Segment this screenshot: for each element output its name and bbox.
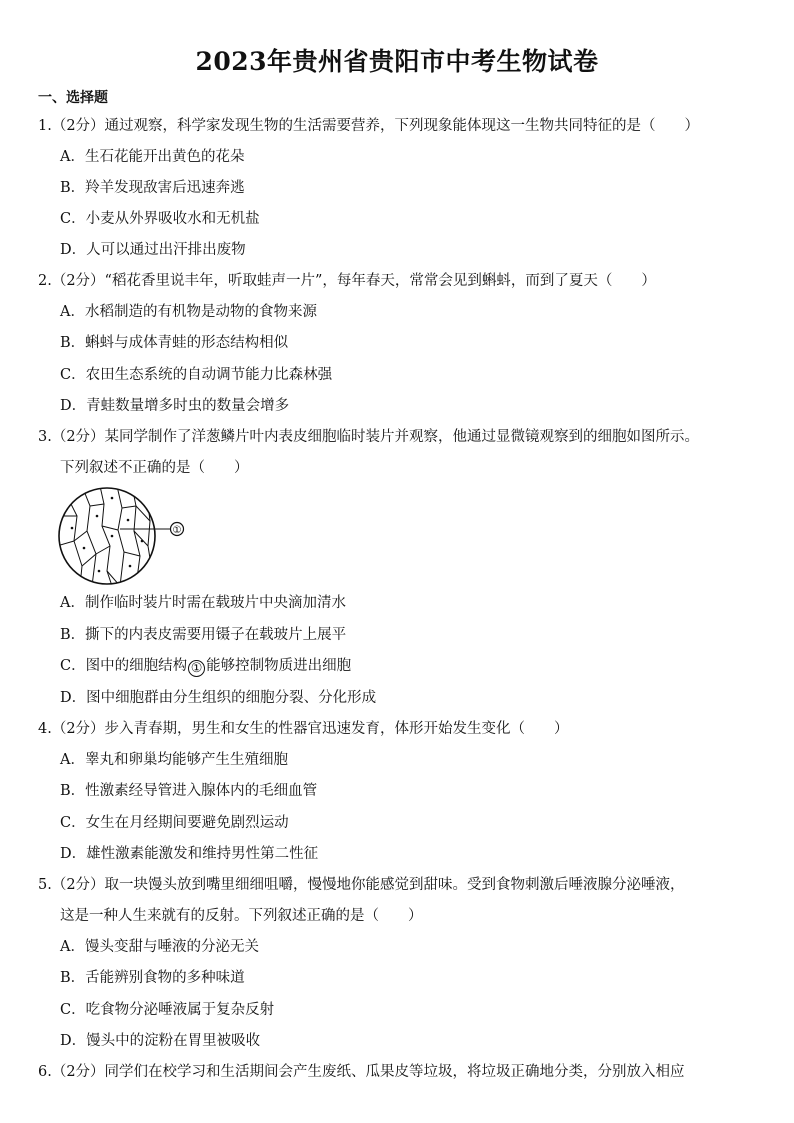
question-1-option-d: D．人可以通过出汗排出废物 <box>60 242 246 258</box>
question-3-option-b: B．撕下的内表皮需要用镊子在载玻片上展平 <box>60 627 347 643</box>
question-3-option-a: A．制作临时装片时需在载玻片中央滴加清水 <box>60 595 346 611</box>
question-3-option-c <box>60 656 351 677</box>
question-5-stem: 5.（2分）取一块馒头放到嘴里细细咀嚼，慢慢地你能感觉到甜味。受到食物刺激后唾液腺分泌唾液， <box>38 877 685 893</box>
question-5-option-b: B．舌能辨别食物的多种味道 <box>60 970 245 986</box>
page-title: 2023年贵州省贵阳市中考生物试卷 <box>195 47 599 76</box>
structure-marker: ① <box>188 660 205 677</box>
question-4-option-c: C．女生在月经期间要避免剧烈运动 <box>60 815 289 831</box>
question-1-option-a: A．生石花能开出黄色的花朵 <box>60 149 245 165</box>
question-2-option-b: B．蝌蚪与成体青蛙的形态结构相似 <box>60 335 289 351</box>
question-1-stem: 1.（2分）通过观察，科学家发现生物的生活需要营养，下列现象能体现这一生物共同特征的是（ ） <box>38 118 700 134</box>
question-5-option-d: D．馒头中的淀粉在胃里被吸收 <box>60 1033 261 1049</box>
question-2-stem: 2.（2分）“稻花香里说丰年，听取蛙声一片”，每年春天，常常会见到蝌蚪，而到了夏天（ ） <box>38 273 656 289</box>
question-5-stem-continued: 这是一种人生来就有的反射。下列叙述正确的是（ ） <box>60 908 423 924</box>
question-3-stem: 3.（2分）某同学制作了洋葱鳞片叶内表皮细胞临时装片并观察，他通过显微镜观察到的细胞如图所示。 <box>38 429 700 445</box>
section-heading: 一、选择题 <box>38 90 108 106</box>
option-c-tail: 能够控制物质进出细胞 <box>206 658 352 674</box>
figure-label: ① <box>172 525 182 536</box>
question-2-option-d: D．青蛙数量增多时虫的数量会增多 <box>60 398 290 414</box>
question-1-option-c: C．小麦从外界吸收水和无机盐 <box>60 211 260 227</box>
question-4-option-d: D．雄性激素能激发和维持男性第二性征 <box>60 846 319 862</box>
question-2-option-a: A．水稻制造的有机物是动物的食物来源 <box>60 304 317 320</box>
question-4-stem: 4.（2分）步入青春期，男生和女生的性器官迅速发育，体形开始发生变化（ ） <box>38 721 569 737</box>
onion-cell-micrograph-figure <box>52 486 202 586</box>
option-c-text: C．图中的细胞结构 <box>60 658 188 674</box>
question-5-option-c: C．吃食物分泌唾液属于复杂反射 <box>60 1002 275 1018</box>
question-2-option-c: C．农田生态系统的自动调节能力比森林强 <box>60 367 333 383</box>
cell-nuclei <box>71 497 144 573</box>
cell-walls <box>57 486 152 586</box>
question-1-option-b: B．羚羊发现敌害后迅速奔逃 <box>60 180 245 196</box>
question-4-option-a: A．睾丸和卵巢均能够产生生殖细胞 <box>60 752 288 768</box>
question-5-option-a: A．馒头变甜与唾液的分泌无关 <box>60 939 259 955</box>
question-4-option-b: B．性激素经导管进入腺体内的毛细血管 <box>60 783 318 799</box>
question-3-option-d: D．图中细胞群由分生组织的细胞分裂、分化形成 <box>60 690 377 706</box>
question-6-stem: 6.（2分）同学们在校学习和生活期间会产生废纸、瓜果皮等垃圾，将垃圾正确地分类，分别放入相应 <box>38 1064 685 1080</box>
question-3-stem-continued: 下列叙述不正确的是（ ） <box>60 460 249 476</box>
